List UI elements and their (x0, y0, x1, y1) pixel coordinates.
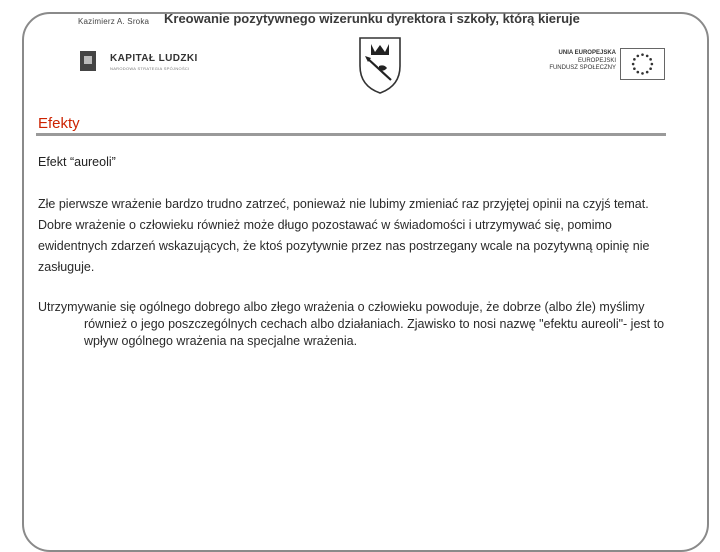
paragraph-1: Złe pierwsze wrażenie bardzo trudno zatrzeć, ponieważ nie lubimy zmieniać raz przyjętej opinii na czyjś temat. Dobre wrażenie o człowieku również może długo pozostawać w świadomości i utrzymywać się, pomimo ewidentnych zdarzeń wskazujących, że ktoś pozytywnie przez nas postrzegany wcale na pozytywną opinię nie zasługuje. (38, 197, 650, 274)
eu-logo (548, 48, 668, 84)
eu-star (637, 55, 640, 58)
slide-title: Kreowanie pozytywnego wizerunku dyrektora i szkoły, którą kieruje (164, 11, 580, 26)
eu-star (641, 72, 644, 75)
eu-star (637, 71, 640, 74)
eu-star (646, 71, 649, 74)
eu-star (651, 63, 654, 66)
author-name: Kazimierz A. Sroka (78, 17, 150, 26)
paragraph-2: Utrzymywanie się ogólnego dobrego albo złego wrażenia o człowieku powoduje, że dobrze (albo źle) myślimy również o jego poszczególnych cechach albo działaniach. Zjawisko to nosi nazwę "efektu aureoli"- jest to wpływ ogólnego wrażenia na specjalne wrażenia. (38, 300, 665, 348)
eu-star (649, 58, 652, 61)
eu-line-2: EUROPEJSKI (577, 57, 616, 64)
eu-star (641, 53, 644, 56)
section-heading: Efekty (38, 115, 80, 132)
eu-star (649, 67, 652, 70)
eu-line-1: UNIA EUROPEJSKA (558, 50, 616, 56)
eu-star (646, 55, 649, 58)
school-emblem-icon (357, 36, 403, 94)
eu-text (548, 50, 616, 73)
kapital-ludzki-logo (80, 49, 200, 75)
eu-star (632, 63, 635, 66)
eu-star (633, 58, 636, 61)
kapital-ludzki-subtitle: NARODOWA STRATEGIA SPÓJNOŚCI (110, 66, 190, 71)
subheading: Efekt “aureoli” (38, 155, 116, 169)
heading-divider (36, 133, 666, 136)
eu-star (633, 67, 636, 70)
eu-line-3: FUNDUSZ SPOŁECZNY (549, 65, 616, 71)
kapital-ludzki-icon (80, 51, 96, 71)
eu-flag-icon (620, 48, 665, 80)
kapital-ludzki-name: KAPITAŁ LUDZKI (110, 53, 198, 64)
